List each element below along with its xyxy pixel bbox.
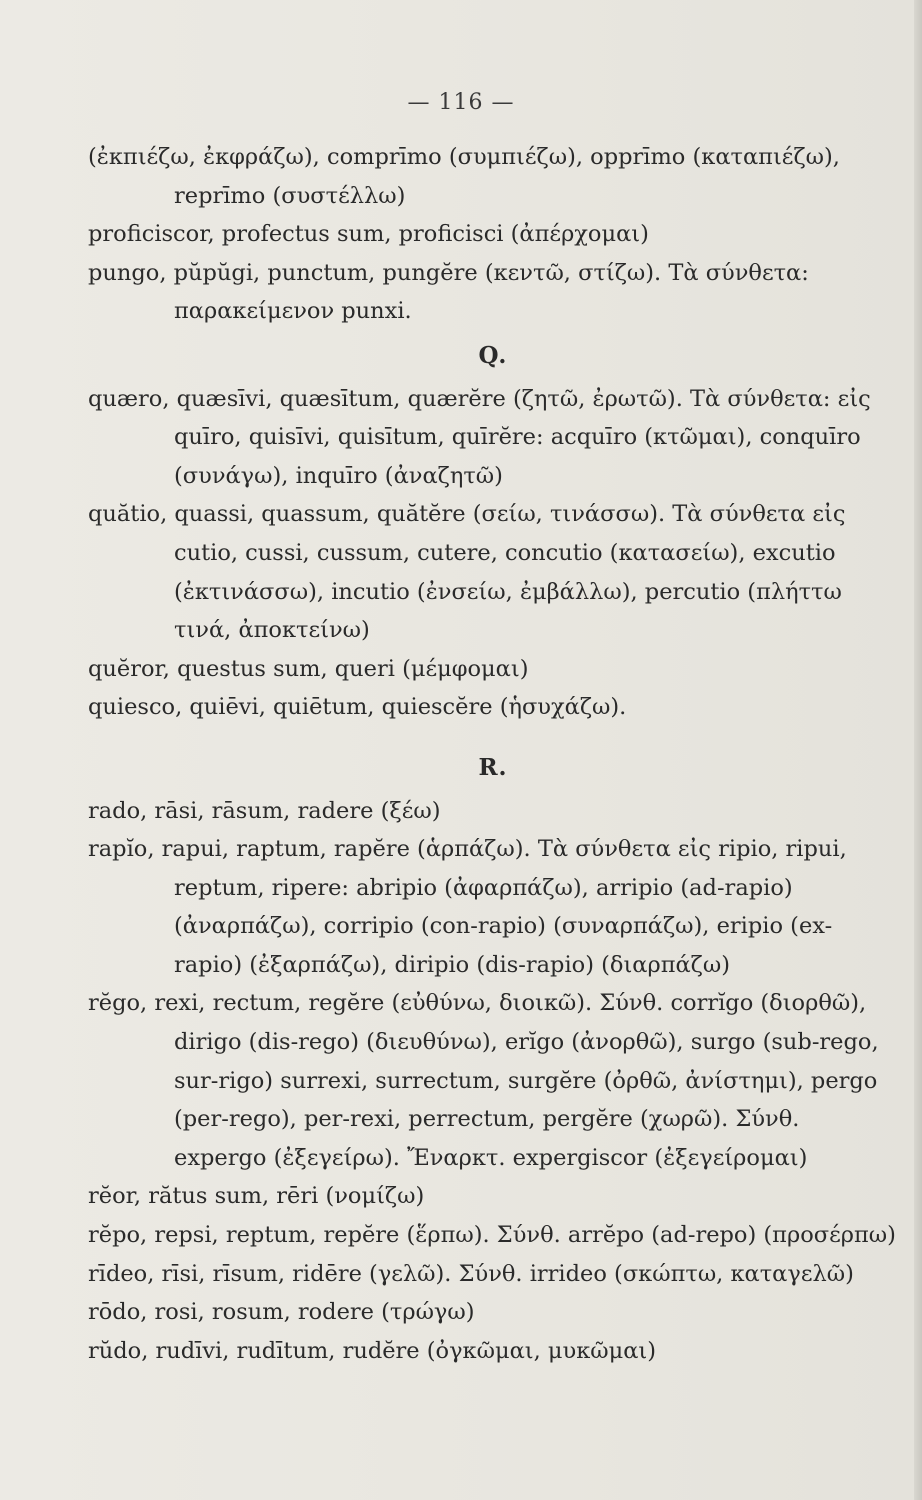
entry-line: rōdo, rosi, rosum, rodere (τρώγω) (88, 1299, 475, 1326)
section-heading-q: Q. (478, 341, 508, 369)
entry-line: rŭdo, rudīvi, rudītum, rudĕre (ὀγκῶμαι, μυκῶμαι) (88, 1337, 657, 1364)
page-edge (914, 0, 922, 1500)
entry-line: rīdeo, rīsi, rīsum, ridēre (γελῶ). Σύνθ. irrideo (σκώπτω, καταγελῶ) (88, 1260, 854, 1287)
entry-line: rĕor, rătus sum, rēri (νομίζω) (88, 1183, 425, 1210)
entry-line: quiesco, quiēvi, quiētum, quiescĕre (ἡσυχάζω). (88, 694, 627, 721)
entry-line: proficiscor, profectus sum, proficisci (ἀπέρχομαι) (88, 221, 649, 248)
page-number: — 116 — (407, 90, 515, 115)
entry-line: quătio, quassi, quassum, quătĕre (σείω, τινάσσω). Τὰ σύνθετα εἰς cutio, cussi, cussum, cutere, concutio (κατασείω), excutio (ἐκτινάσσω), incutio (ἐνσείω, ἐμβάλλω), percutio (πλήττω τινά, ἀποκτείνω) (88, 501, 846, 644)
entry-line: pungo, pŭpŭgi, punctum, pungĕre (κεντῶ, στίζω). Τὰ σύνθετα: παρακείμενον punxi. (88, 259, 809, 325)
entry-line: rĕpo, repsi, reptum, repĕre (ἕρπω). Σύνθ. arrĕpo (ad-repo) (προσέρπω) (88, 1222, 896, 1249)
entry-line: quĕror, questus sum, queri (μέμφομαι) (88, 655, 529, 682)
entry-line: rĕgo, rexi, rectum, regĕre (εὐθύνω, διοικῶ). Σύνθ. corrĭgo (διορθῶ), dirigo (dis-rego) (διευθύνω), erĭgo (ἀνορθῶ), surgo (sub-rego, sur-rigo) surrexi, surrectum, surgĕre (ὀρθῶ, ἀνίστημι), pergo (per-rego), per-rexi, perrectum, pergĕre (χωρῶ). Σύνθ. expergo (ἐξεγείρω). Ἔναρκτ. expergiscor (ἐξεγείρομαι) (88, 990, 879, 1171)
section-heading-r: R. (478, 753, 508, 781)
entry-line: rado, rāsi, rāsum, radere (ξέω) (88, 797, 441, 824)
entry-line: (ἐκπιέζω, ἐκφράζω), comprīmo (συμπιέζω), opprīmo (καταπιέζω), reprīmo (συστέλλω) (88, 144, 840, 209)
entry-line: quæro, quæsīvi, quæsītum, quærĕre (ζητῶ, ἐρωτῶ). Τὰ σύνθετα: εἰς quīro, quisīvi, quisītum, quīrĕre: acquīro (κτῶμαι), conquīro (συνάγω), inquīro (ἀναζητῶ) (88, 385, 871, 489)
page-content (88, 138, 898, 1370)
entry-line: rapĭo, rapui, raptum, rapĕre (ἁρπάζω). Τὰ σύνθετα εἰς ripio, ripui, reptum, ripere: abripio (ἀφαρπάζω), arripio (ad-rapio) (ἀναρπάζω), corripio (con-rapio) (συναρπάζω), eripio (ex-rapio) (ἐξαρπάζω), diripio (dis-rapio) (διαρπάζω) (88, 836, 847, 978)
